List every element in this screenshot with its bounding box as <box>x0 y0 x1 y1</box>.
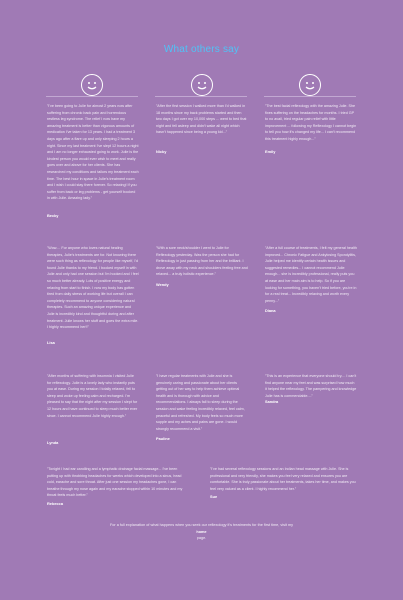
testimonial-author: Pauline <box>156 436 170 441</box>
testimonial-text: "After a full course of treatments, I felt my general health improved... Chronic Fatigue and Ankylosing Spondylitis, Julie helped me identify certain health issues and suggested remedies... I cannot recommend Julie enough... she is incredibly professional, really puts you at ease and her main aim is to help. So if you are looking for something, you haven't tried before, you're in for a real treat... Incredibly relaxing and worth every penny..." <box>265 246 357 303</box>
testimonial-text: "I've had several reflexology sessions and an Indian head massage with Julie. She is professional and very friendly, she makes you feel very relaxed and ensures you are comfortable. She is truly passionate about her treatments, takes her time, and makes you feel very valued as a client. I highly recommend her." <box>210 467 356 491</box>
icon-row <box>0 72 403 98</box>
testimonial-author: Sandra <box>265 399 279 404</box>
testimonial-author: Wendy <box>156 282 169 287</box>
smiley-face-icon <box>81 74 103 96</box>
testimonial-text: "After the first session I walked more than I'd walked in 18 months since my back problems started and then two days I got over my 10,000 steps ... went to bed that night and fell asleep and didn't wake all night which hasn't happened since being a young kid..." <box>156 104 247 135</box>
smiley-face-icon <box>299 74 321 96</box>
footer-text: For a full explanation of what happens when you seek our reflexology it's treatments for the first time, visit my <box>109 523 294 527</box>
testimonial-author: Rebecca <box>47 501 64 506</box>
testimonial-author: Lisa <box>47 340 55 345</box>
testimonial-text: "I've been going to Julie for almost 2 years now after suffering from chronic back pain and horrendous restless leg syndrome. The relief I now have my amazing treatment is better than vigorous amounts of medication I've taken for 13 years. I had a treatment 3 days ago after a flare up and only sleeping 2 hours a night. Since my last treatment I've slept 12 hours a night and I am no longer exhausted going to work. Julie is the kindest person you would ever wish to meet and really goes over and above for her clients. She has researched my conditions and tailors my treatment each time. The best hour in space in Julie's treatment room and I wish I could stay there forever. So relaxing! If you suffer from back or leg problems - get yourself booked in with Julie. Amazing lady." <box>47 104 139 201</box>
testimonial-author: Diana <box>265 308 276 313</box>
testimonial-author: Nicky <box>156 149 167 154</box>
page-title: What others say <box>163 44 240 55</box>
testimonial-author: Becky <box>47 213 59 218</box>
testimonial-text: "Wow.... For anyone who loves natural healing therapies, Julie's treatments are for. Not knowing there were such thing as reflexology for people like myself, I'd found Julie thanks to my friend. I booked myself in with Julie and only had one session but I'm hooked and I feel so much better already. Lots of positive energy and relaxing from start to finish. I now my body has gotten tired from daily stress of working life but overall I can completely recommend to anyone considering natural therapies. Such an amazing unique experience and Julie is incredibly kind and thoughtful during and after treatment. Julie knows her stuff and goes the extra mile. I highly recommend her!!" <box>47 246 139 330</box>
testimonial-text: "After months of suffering with insomnia I visited Julie for reflexology. Julie is a lovely lady who instantly puts you at ease. During my session I totally relaxed, fell to sleep and woke up feeling calm and recharged. I'm pleased to say that the night after my session I slept for 12 hours and have continued to sleep much better ever since. I cannot recommend Julie highly enough." <box>47 374 138 418</box>
testimonial-text: "Tonight I had ear candling and a lymphatic drainage facial massage... I've been putting up with throbbing headaches for weeks which developed into a sinus, head cold, earache and sore throat. After just one session my headaches gone, I can breathe through my nose again and my earache stopped within 10 minutes and my throat feels much better." <box>47 467 183 498</box>
testimonial-author: Emily <box>265 149 276 154</box>
testimonial-text: "With a sore neck/shoulder I went to Julie for Reflexology yesterday. Was the person she had for Reflexology in just passing from her and the brilliant. I drove away with my neck and shoulders feeling free and relaxed... a truly holistic experience." <box>156 246 248 277</box>
testimonial-text: "I have regular treatments with Julie and she is genuinely caring and passionate about her clients getting out of her way to help them achieve optimal health and is thorough with advice and recommendations. I always fall to sleep during the session and wake feeling incredibly relaxed, feel calm, peaceful and refreshed. My body feels so much more supple and my aches and pains are gone. I would strongly recommend a visit." <box>156 374 245 431</box>
smiley-face-icon <box>191 74 213 96</box>
footer-note <box>70 522 333 542</box>
divider <box>46 96 138 97</box>
testimonial-text: "This is an experience that everyone should try.... I can't find anyone near my feet and was surprised how much it helped the reflexology. The pampering and knowledge Julie has is commendable...." <box>265 374 357 398</box>
divider <box>264 96 356 97</box>
home-link[interactable]: home <box>196 529 207 534</box>
divider <box>155 96 247 97</box>
testimonial-author: Sue <box>210 494 218 499</box>
testimonial-author: Lynda <box>47 440 59 445</box>
footer-suffix: page. <box>196 536 207 541</box>
testimonial-text: "The best facial reflexology with the amazing Julie. She fixes suffering on the headaches for months. I tried GP to no avail, tried regular pain relief with little improvement ... following my Reflexology I cannot begin to tell you how it's changed my life... I can't recommend this treatment highly enough..." <box>265 104 357 141</box>
